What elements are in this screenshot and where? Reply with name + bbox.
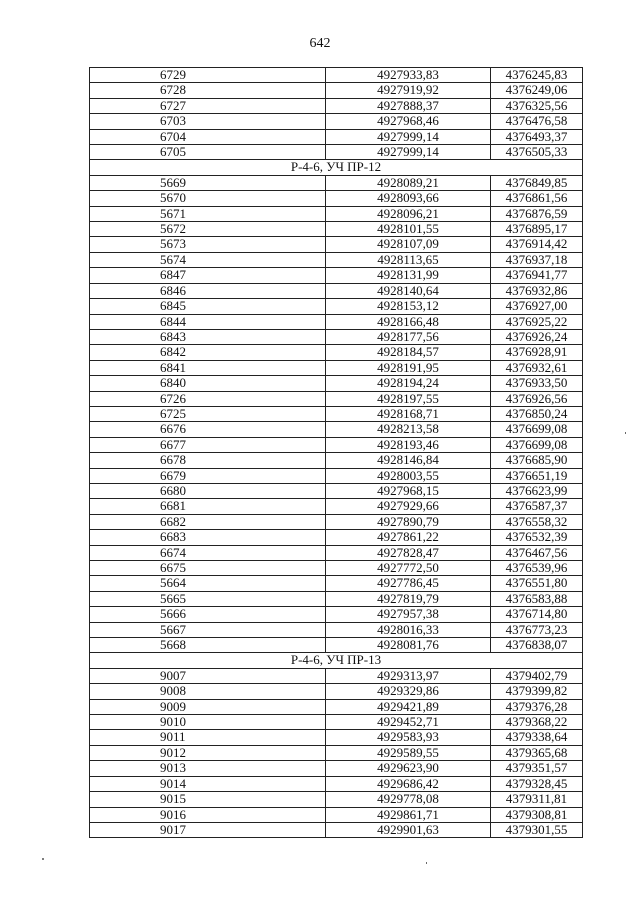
- y-coordinate-cell: 4376651,19: [491, 468, 583, 483]
- y-coordinate-cell: 4376937,18: [491, 252, 583, 267]
- point-id-cell: 9008: [90, 684, 326, 699]
- table-row: [90, 252, 583, 267]
- table-row: [90, 437, 583, 452]
- x-coordinate-cell: 4927861,22: [326, 530, 491, 545]
- x-coordinate-cell: 4929583,93: [326, 730, 491, 745]
- point-id-cell: 6681: [90, 499, 326, 514]
- point-id-cell: 5669: [90, 175, 326, 190]
- table-row: [90, 360, 583, 375]
- table-row: [90, 114, 583, 129]
- table-row: [90, 299, 583, 314]
- section-row: [90, 160, 583, 175]
- y-coordinate-cell: 4376932,61: [491, 360, 583, 375]
- x-coordinate-cell: 4927888,37: [326, 98, 491, 113]
- x-coordinate-cell: 4929329,86: [326, 684, 491, 699]
- table-row: [90, 822, 583, 837]
- x-coordinate-cell: 4927999,14: [326, 129, 491, 144]
- table-row: [90, 453, 583, 468]
- y-coordinate-cell: 4376587,37: [491, 499, 583, 514]
- x-coordinate-cell: 4928184,57: [326, 345, 491, 360]
- x-coordinate-cell: 4928153,12: [326, 299, 491, 314]
- x-coordinate-cell: 4927828,47: [326, 545, 491, 560]
- table-row: [90, 745, 583, 760]
- point-id-cell: 6845: [90, 299, 326, 314]
- table-row: [90, 699, 583, 714]
- table-row: [90, 468, 583, 483]
- point-id-cell: 9009: [90, 699, 326, 714]
- point-id-cell: 6729: [90, 68, 326, 83]
- point-id-cell: 6679: [90, 468, 326, 483]
- x-coordinate-cell: 4928081,76: [326, 638, 491, 653]
- y-coordinate-cell: 4376914,42: [491, 237, 583, 252]
- x-coordinate-cell: 4928177,56: [326, 329, 491, 344]
- point-id-cell: 5665: [90, 591, 326, 606]
- y-coordinate-cell: 4376876,59: [491, 206, 583, 221]
- point-id-cell: 6840: [90, 376, 326, 391]
- y-coordinate-cell: 4379301,55: [491, 822, 583, 837]
- table-row: [90, 175, 583, 190]
- table-row: [90, 483, 583, 498]
- point-id-cell: 6727: [90, 98, 326, 113]
- point-id-cell: 9015: [90, 792, 326, 807]
- y-coordinate-cell: 4376249,06: [491, 83, 583, 98]
- x-coordinate-cell: 4929421,89: [326, 699, 491, 714]
- x-coordinate-cell: 4927957,38: [326, 607, 491, 622]
- point-id-cell: 9013: [90, 761, 326, 776]
- scan-speck: [426, 862, 427, 864]
- table-row: [90, 776, 583, 791]
- point-id-cell: 9012: [90, 745, 326, 760]
- y-coordinate-cell: 4376933,50: [491, 376, 583, 391]
- point-id-cell: 6683: [90, 530, 326, 545]
- point-id-cell: 9010: [90, 715, 326, 730]
- y-coordinate-cell: 4376583,88: [491, 591, 583, 606]
- table-row: [90, 422, 583, 437]
- point-id-cell: 9016: [90, 807, 326, 822]
- table-row: [90, 268, 583, 283]
- x-coordinate-cell: 4927968,46: [326, 114, 491, 129]
- table-row: [90, 638, 583, 653]
- x-coordinate-cell: 4927772,50: [326, 561, 491, 576]
- y-coordinate-cell: 4379402,79: [491, 668, 583, 683]
- x-coordinate-cell: 4927968,15: [326, 483, 491, 498]
- point-id-cell: 9017: [90, 822, 326, 837]
- table-row: [90, 206, 583, 221]
- point-id-cell: 6674: [90, 545, 326, 560]
- point-id-cell: 5672: [90, 222, 326, 237]
- table-row: [90, 499, 583, 514]
- point-id-cell: 5666: [90, 607, 326, 622]
- table-row: [90, 329, 583, 344]
- y-coordinate-cell: 4376325,56: [491, 98, 583, 113]
- table-row: [90, 607, 583, 622]
- y-coordinate-cell: 4376623,99: [491, 483, 583, 498]
- point-id-cell: 6678: [90, 453, 326, 468]
- table-row: [90, 376, 583, 391]
- x-coordinate-cell: 4927786,45: [326, 576, 491, 591]
- point-id-cell: 6846: [90, 283, 326, 298]
- y-coordinate-cell: 4376838,07: [491, 638, 583, 653]
- coordinates-table-body: [90, 68, 583, 838]
- x-coordinate-cell: 4928107,09: [326, 237, 491, 252]
- table-row: [90, 591, 583, 606]
- table-row: [90, 314, 583, 329]
- point-id-cell: 5664: [90, 576, 326, 591]
- y-coordinate-cell: 4376895,17: [491, 222, 583, 237]
- table-row: [90, 237, 583, 252]
- point-id-cell: 6677: [90, 437, 326, 452]
- y-coordinate-cell: 4376245,83: [491, 68, 583, 83]
- x-coordinate-cell: 4928101,55: [326, 222, 491, 237]
- point-id-cell: 5671: [90, 206, 326, 221]
- x-coordinate-cell: 4927919,92: [326, 83, 491, 98]
- x-coordinate-cell: 4928191,95: [326, 360, 491, 375]
- table-row: [90, 668, 583, 683]
- point-id-cell: 6705: [90, 145, 326, 160]
- x-coordinate-cell: 4927933,83: [326, 68, 491, 83]
- table-row: [90, 514, 583, 529]
- x-coordinate-cell: 4929861,71: [326, 807, 491, 822]
- y-coordinate-cell: 4376476,58: [491, 114, 583, 129]
- table-row: [90, 283, 583, 298]
- y-coordinate-cell: 4376925,22: [491, 314, 583, 329]
- point-id-cell: 5673: [90, 237, 326, 252]
- table-row: [90, 391, 583, 406]
- x-coordinate-cell: 4928113,65: [326, 252, 491, 267]
- y-coordinate-cell: 4376927,00: [491, 299, 583, 314]
- y-coordinate-cell: 4376941,77: [491, 268, 583, 283]
- table-row: [90, 730, 583, 745]
- x-coordinate-cell: 4928197,55: [326, 391, 491, 406]
- y-coordinate-cell: 4376467,56: [491, 545, 583, 560]
- y-coordinate-cell: 4376928,91: [491, 345, 583, 360]
- table-row: [90, 345, 583, 360]
- section-header: Р-4-6, УЧ ПР-13: [90, 653, 583, 668]
- x-coordinate-cell: 4929589,55: [326, 745, 491, 760]
- table-row: [90, 83, 583, 98]
- y-coordinate-cell: 4376699,08: [491, 422, 583, 437]
- x-coordinate-cell: 4929623,90: [326, 761, 491, 776]
- y-coordinate-cell: 4376532,39: [491, 530, 583, 545]
- y-coordinate-cell: 4376551,80: [491, 576, 583, 591]
- table-row: [90, 715, 583, 730]
- x-coordinate-cell: 4928089,21: [326, 175, 491, 190]
- y-coordinate-cell: 4379365,68: [491, 745, 583, 760]
- point-id-cell: 6843: [90, 329, 326, 344]
- x-coordinate-cell: 4927890,79: [326, 514, 491, 529]
- x-coordinate-cell: 4928016,33: [326, 622, 491, 637]
- y-coordinate-cell: 4376699,08: [491, 437, 583, 452]
- y-coordinate-cell: 4379308,81: [491, 807, 583, 822]
- point-id-cell: 5668: [90, 638, 326, 653]
- x-coordinate-cell: 4927929,66: [326, 499, 491, 514]
- point-id-cell: 6847: [90, 268, 326, 283]
- y-coordinate-cell: 4379338,64: [491, 730, 583, 745]
- section-header: Р-4-6, УЧ ПР-12: [90, 160, 583, 175]
- table-row: [90, 622, 583, 637]
- table-row: [90, 129, 583, 144]
- x-coordinate-cell: 4928213,58: [326, 422, 491, 437]
- point-id-cell: 6676: [90, 422, 326, 437]
- table-row: [90, 545, 583, 560]
- x-coordinate-cell: 4928003,55: [326, 468, 491, 483]
- x-coordinate-cell: 4928093,66: [326, 191, 491, 206]
- scan-speck: [625, 432, 626, 434]
- table-row: [90, 191, 583, 206]
- y-coordinate-cell: 4376493,37: [491, 129, 583, 144]
- y-coordinate-cell: 4376714,80: [491, 607, 583, 622]
- table-row: [90, 561, 583, 576]
- point-id-cell: 9011: [90, 730, 326, 745]
- x-coordinate-cell: 4929452,71: [326, 715, 491, 730]
- point-id-cell: 6703: [90, 114, 326, 129]
- table-row: [90, 68, 583, 83]
- point-id-cell: 6680: [90, 483, 326, 498]
- y-coordinate-cell: 4376849,85: [491, 175, 583, 190]
- y-coordinate-cell: 4376926,56: [491, 391, 583, 406]
- table-row: [90, 98, 583, 113]
- x-coordinate-cell: 4928140,64: [326, 283, 491, 298]
- x-coordinate-cell: 4928096,21: [326, 206, 491, 221]
- y-coordinate-cell: 4379351,57: [491, 761, 583, 776]
- x-coordinate-cell: 4928194,24: [326, 376, 491, 391]
- y-coordinate-cell: 4376861,56: [491, 191, 583, 206]
- x-coordinate-cell: 4929686,42: [326, 776, 491, 791]
- x-coordinate-cell: 4928168,71: [326, 406, 491, 421]
- table-row: [90, 576, 583, 591]
- table-row: [90, 406, 583, 421]
- section-row: [90, 653, 583, 668]
- table-row: [90, 222, 583, 237]
- page-number: 642: [309, 36, 331, 51]
- table-row: [90, 807, 583, 822]
- point-id-cell: 6728: [90, 83, 326, 98]
- point-id-cell: 6841: [90, 360, 326, 375]
- table-row: [90, 761, 583, 776]
- x-coordinate-cell: 4929778,08: [326, 792, 491, 807]
- y-coordinate-cell: 4376932,86: [491, 283, 583, 298]
- point-id-cell: 6725: [90, 406, 326, 421]
- x-coordinate-cell: 4928193,46: [326, 437, 491, 452]
- y-coordinate-cell: 4379376,28: [491, 699, 583, 714]
- point-id-cell: 5674: [90, 252, 326, 267]
- point-id-cell: 5667: [90, 622, 326, 637]
- x-coordinate-cell: 4928166,48: [326, 314, 491, 329]
- y-coordinate-cell: 4379311,81: [491, 792, 583, 807]
- point-id-cell: 9014: [90, 776, 326, 791]
- point-id-cell: 6682: [90, 514, 326, 529]
- table-row: [90, 145, 583, 160]
- y-coordinate-cell: 4376539,96: [491, 561, 583, 576]
- point-id-cell: 6675: [90, 561, 326, 576]
- point-id-cell: 6704: [90, 129, 326, 144]
- y-coordinate-cell: 4376850,24: [491, 406, 583, 421]
- table-row: [90, 792, 583, 807]
- table-row: [90, 684, 583, 699]
- point-id-cell: 6726: [90, 391, 326, 406]
- y-coordinate-cell: 4376773,23: [491, 622, 583, 637]
- table-row: [90, 530, 583, 545]
- y-coordinate-cell: 4376558,32: [491, 514, 583, 529]
- point-id-cell: 6842: [90, 345, 326, 360]
- coordinates-table: [89, 67, 583, 838]
- point-id-cell: 5670: [90, 191, 326, 206]
- x-coordinate-cell: 4929901,63: [326, 822, 491, 837]
- x-coordinate-cell: 4927999,14: [326, 145, 491, 160]
- y-coordinate-cell: 4379399,82: [491, 684, 583, 699]
- x-coordinate-cell: 4927819,79: [326, 591, 491, 606]
- x-coordinate-cell: 4928146,84: [326, 453, 491, 468]
- y-coordinate-cell: 4376926,24: [491, 329, 583, 344]
- point-id-cell: 6844: [90, 314, 326, 329]
- x-coordinate-cell: 4928131,99: [326, 268, 491, 283]
- point-id-cell: 9007: [90, 668, 326, 683]
- y-coordinate-cell: 4376505,33: [491, 145, 583, 160]
- x-coordinate-cell: 4929313,97: [326, 668, 491, 683]
- y-coordinate-cell: 4379368,22: [491, 715, 583, 730]
- scan-speck: [42, 858, 44, 860]
- y-coordinate-cell: 4379328,45: [491, 776, 583, 791]
- y-coordinate-cell: 4376685,90: [491, 453, 583, 468]
